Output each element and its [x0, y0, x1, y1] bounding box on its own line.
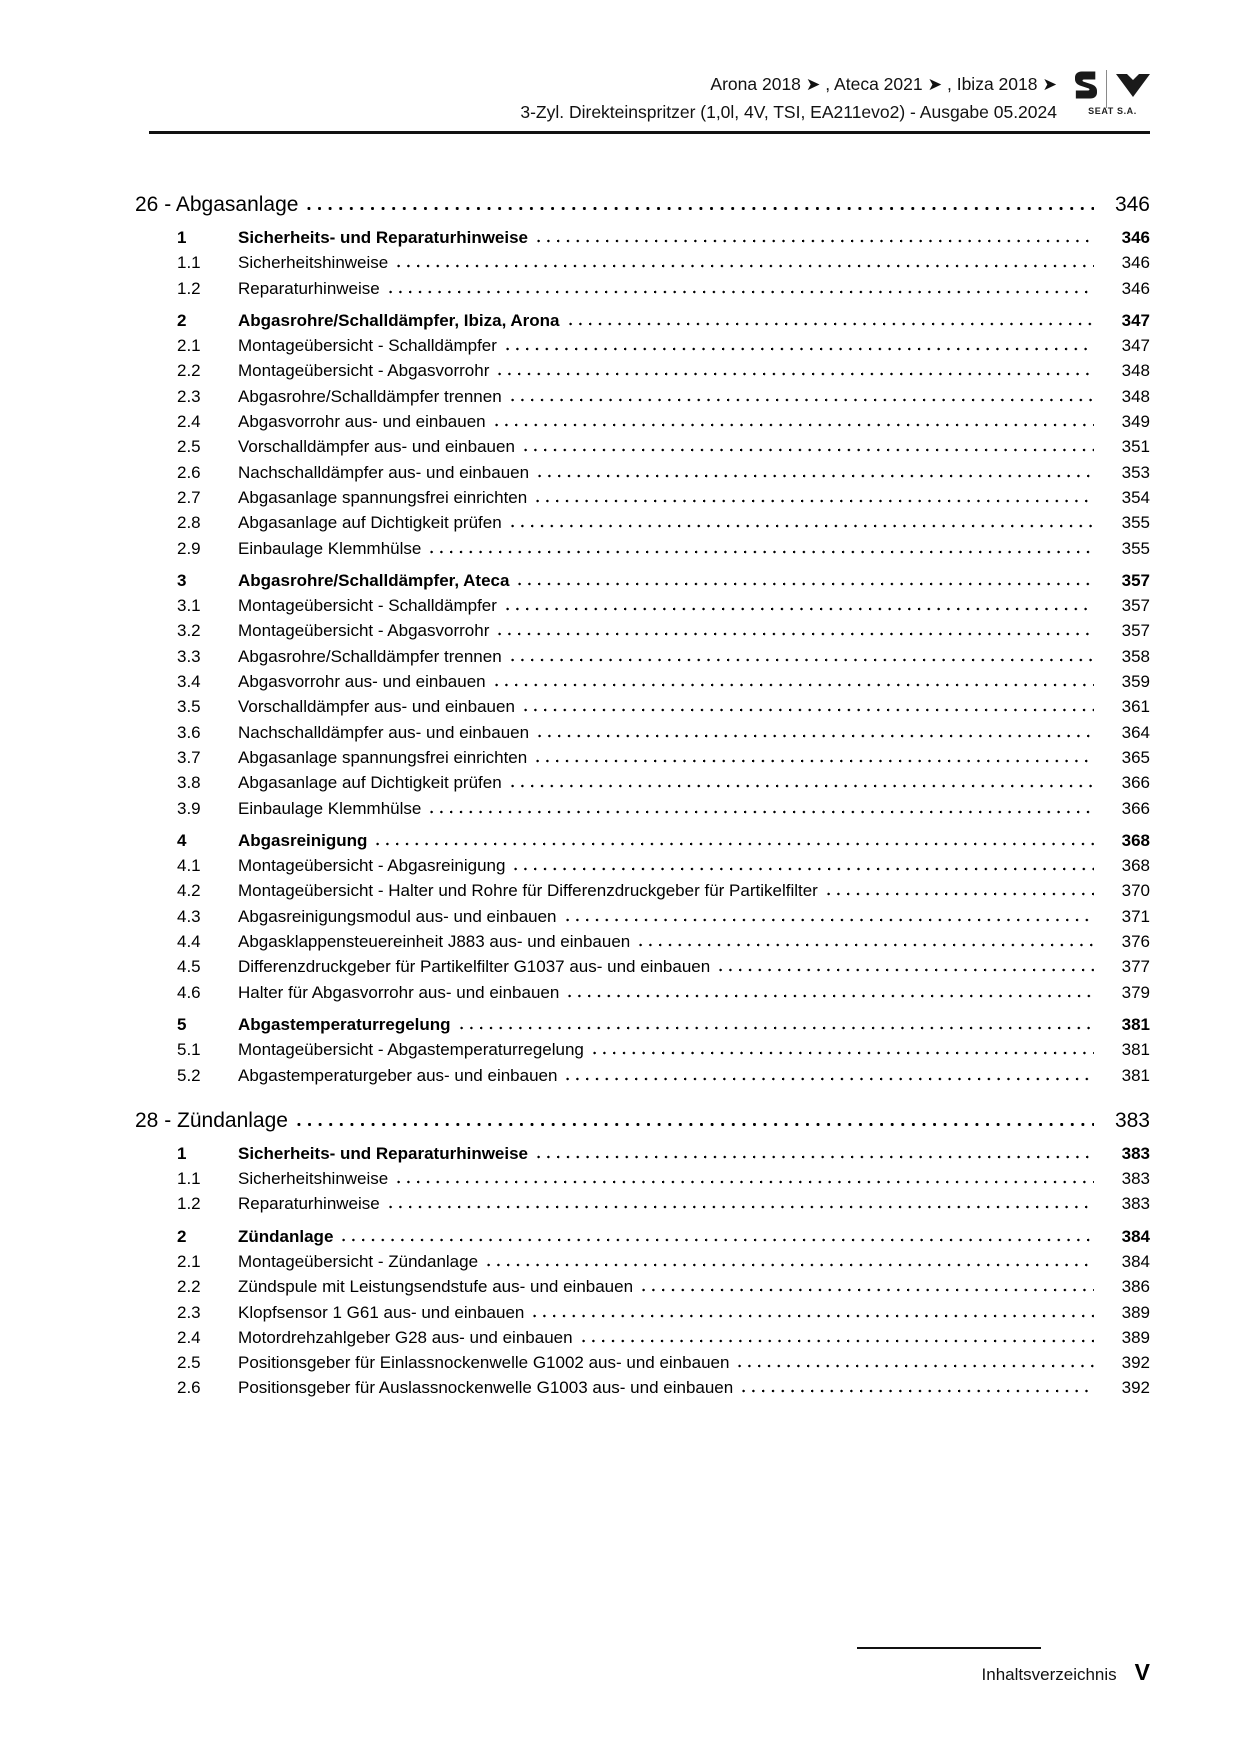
entry-page-number: 370 — [1121, 881, 1150, 901]
header-variant-line: 3-Zyl. Direkteinspritzer (1,0l, 4V, TSI, EA211evo2) - Ausgabe 05.2024 — [520, 102, 1057, 122]
entry-title: Abgasanlage auf Dichtigkeit prüfen — [238, 513, 502, 533]
dot-leader — [827, 892, 1094, 896]
chapter-page-number: 383 — [1114, 1108, 1150, 1132]
entry-title: Nachschalldämpfer aus- und einbauen — [238, 462, 530, 482]
entry-number: 2 — [177, 310, 187, 330]
entry-title: Abgasrohre/Schalldämpfer, Ateca — [238, 570, 510, 590]
entry-title: Halter für Abgasvorrohr aus- und einbauen — [238, 982, 560, 1002]
entry-page-number: 366 — [1121, 798, 1150, 818]
entry-number: 3.5 — [177, 697, 201, 717]
entry-number: 2.4 — [177, 412, 201, 432]
toc-row — [135, 672, 1150, 697]
entry-title: Abgasvorrohr aus- und einbauen — [238, 672, 486, 692]
toc-row — [135, 488, 1150, 513]
entry-title: Montageübersicht - Zündanlage — [238, 1251, 479, 1271]
toc-row — [135, 1194, 1150, 1219]
entry-number: 2.5 — [177, 1353, 201, 1373]
dot-leader — [506, 607, 1094, 611]
footer-section-label: Inhaltsverzeichnis — [981, 1665, 1117, 1684]
entry-page-number: 392 — [1121, 1378, 1150, 1398]
toc-row — [135, 1353, 1150, 1378]
dot-leader — [537, 1155, 1094, 1159]
entry-number: 2.2 — [177, 361, 201, 381]
entry-number: 4.3 — [177, 906, 201, 926]
entry-number: 1.2 — [177, 278, 201, 298]
dot-leader — [498, 632, 1094, 636]
entry-number: 5.2 — [177, 1065, 201, 1085]
entry-title: Sicherheitshinweise — [238, 1169, 389, 1189]
toc-row — [135, 1040, 1150, 1065]
entry-number: 5.1 — [177, 1040, 201, 1060]
entry-title: Montageübersicht - Abgasvorrohr — [238, 361, 490, 381]
dot-leader — [518, 582, 1094, 586]
dot-leader — [487, 1263, 1094, 1267]
toc-row — [135, 253, 1150, 278]
toc-row — [135, 571, 1150, 596]
dot-leader — [719, 968, 1094, 972]
entry-number: 4.6 — [177, 982, 201, 1002]
entry-number: 1 — [177, 228, 187, 247]
entry-title: Abgasanlage auf Dichtigkeit prüfen — [238, 773, 502, 793]
entry-number: 3.7 — [177, 747, 201, 767]
dot-leader — [495, 683, 1094, 687]
entry-page-number: 377 — [1121, 957, 1150, 977]
toc-row — [135, 387, 1150, 412]
entry-page-number: 376 — [1121, 932, 1150, 952]
toc-row — [135, 957, 1150, 982]
entry-title: Einbaulage Klemmhülse — [238, 538, 422, 558]
brand-divider — [1106, 70, 1107, 108]
dot-leader — [397, 264, 1094, 268]
entry-page-number: 384 — [1121, 1226, 1150, 1246]
entry-page-number: 348 — [1121, 361, 1150, 381]
header-rule — [149, 131, 1150, 134]
dot-leader — [538, 474, 1094, 478]
entry-number: 2.7 — [177, 487, 201, 507]
dot-leader — [297, 1122, 1094, 1127]
entry-title: Sicherheits- und Reparaturhinweise — [238, 1143, 529, 1163]
dot-leader — [639, 943, 1094, 947]
entry-title: Montageübersicht - Schalldämpfer — [238, 336, 497, 356]
dot-leader — [397, 1180, 1094, 1184]
header-models-line: Arona 2018 ➤ , Ateca 2021 ➤ , Ibiza 2018 ➤ — [710, 74, 1057, 94]
entry-title: Positionsgeber für Einlassnockenwelle G1002 aus- und einbauen — [238, 1353, 730, 1373]
toc-chapter — [135, 1108, 1150, 1404]
entry-title: Abgasrohre/Schalldämpfer trennen — [238, 386, 502, 406]
toc-row — [135, 723, 1150, 748]
entry-number: 2.5 — [177, 437, 201, 457]
entry-page-number: 384 — [1121, 1251, 1150, 1271]
entry-number: 3 — [177, 570, 187, 590]
entry-number: 3.2 — [177, 621, 201, 641]
entry-title: Montageübersicht - Schalldämpfer — [238, 596, 497, 616]
entry-title: Montageübersicht - Abgasreinigung — [238, 856, 506, 876]
entry-title: Motordrehzahlgeber G28 aus- und einbauen — [238, 1327, 573, 1347]
chapter-heading-row — [135, 192, 1150, 218]
entry-number: 2 — [177, 1226, 187, 1246]
page-header — [520, 70, 1150, 126]
entry-number: 3.9 — [177, 798, 201, 818]
dot-leader — [430, 810, 1094, 814]
toc-row — [135, 856, 1150, 881]
entry-title: Montageübersicht - Abgastemperaturregelung — [238, 1040, 584, 1060]
entry-title: Klopfsensor 1 G61 aus- und einbauen — [238, 1302, 525, 1322]
entry-title: Vorschalldämpfer aus- und einbauen — [238, 437, 515, 457]
entry-page-number: 357 — [1121, 621, 1150, 641]
entry-number: 2.4 — [177, 1327, 201, 1347]
entry-title: Sicherheitshinweise — [238, 253, 389, 273]
entry-title: Positionsgeber für Auslassnockenwelle G1003 aus- und einbauen — [238, 1378, 734, 1398]
entry-title: Abgasreinigungsmodul aus- und einbauen — [238, 906, 557, 926]
entry-page-number: 365 — [1121, 747, 1150, 767]
entry-number: 4.4 — [177, 932, 201, 952]
entry-page-number: 358 — [1121, 646, 1150, 666]
entry-title: Abgastemperaturregelung — [238, 1014, 451, 1034]
entry-page-number: 381 — [1121, 1065, 1150, 1085]
toc-row — [135, 463, 1150, 488]
toc-row — [135, 773, 1150, 798]
entry-number: 1.1 — [177, 253, 201, 273]
footer-page-number: V — [1134, 1659, 1150, 1685]
entry-page-number: 389 — [1121, 1327, 1150, 1347]
entry-number: 3.4 — [177, 672, 201, 692]
entry-title: Abgasanlage spannungsfrei einrichten — [238, 747, 528, 767]
dot-leader — [511, 524, 1094, 528]
entry-page-number: 346 — [1121, 278, 1150, 298]
dot-leader — [511, 658, 1094, 662]
chapter-title: 28 - Zündanlage — [135, 1108, 288, 1132]
chapter-heading-row — [135, 1108, 1150, 1134]
entry-number: 2.2 — [177, 1277, 201, 1297]
toc-row — [135, 1015, 1150, 1040]
toc-row — [135, 311, 1150, 336]
entry-page-number: 383 — [1121, 1169, 1150, 1189]
dot-leader — [511, 784, 1094, 788]
dot-leader — [307, 206, 1094, 211]
toc-row — [135, 647, 1150, 672]
toc-row — [135, 437, 1150, 462]
entry-page-number: 383 — [1121, 1143, 1150, 1163]
entry-page-number: 368 — [1121, 856, 1150, 876]
dot-leader — [582, 1339, 1094, 1343]
entry-page-number: 346 — [1121, 228, 1150, 247]
dot-leader — [342, 1238, 1094, 1242]
entry-number: 3.1 — [177, 596, 201, 616]
toc-row — [135, 748, 1150, 773]
brand-company-label: SEAT S.A. — [1088, 106, 1137, 116]
toc-row — [135, 697, 1150, 722]
entry-page-number: 366 — [1121, 773, 1150, 793]
entry-title: Vorschalldämpfer aus- und einbauen — [238, 697, 515, 717]
entry-title: Sicherheits- und Reparaturhinweise — [238, 228, 529, 247]
toc-row — [135, 539, 1150, 564]
toc-row — [135, 412, 1150, 437]
toc-row — [135, 1378, 1150, 1403]
dot-leader — [538, 734, 1094, 738]
toc-row — [135, 361, 1150, 386]
entry-number: 1.1 — [177, 1169, 201, 1189]
entry-page-number: 349 — [1121, 412, 1150, 432]
dot-leader — [742, 1389, 1094, 1393]
entry-title: Abgasrohre/Schalldämpfer trennen — [238, 646, 502, 666]
entry-number: 1 — [177, 1143, 187, 1163]
entry-title: Abgasklappensteuereinheit J883 aus- und einbauen — [238, 932, 631, 952]
cupra-logo-icon — [1116, 72, 1150, 103]
entry-title: Reparaturhinweise — [238, 1194, 380, 1214]
entry-number: 2.9 — [177, 538, 201, 558]
entry-page-number: 355 — [1121, 513, 1150, 533]
toc-row — [135, 983, 1150, 1008]
entry-number: 2.1 — [177, 1251, 201, 1271]
dot-leader — [593, 1051, 1094, 1055]
entry-title: Zündspule mit Leistungsendstufe aus- und einbauen — [238, 1277, 634, 1297]
entry-title: Abgastemperaturgeber aus- und einbauen — [238, 1065, 558, 1085]
entry-page-number: 348 — [1121, 386, 1150, 406]
dot-leader — [389, 290, 1094, 294]
entry-number: 2.6 — [177, 462, 201, 482]
entry-number: 2.3 — [177, 386, 201, 406]
entry-title: Einbaulage Klemmhülse — [238, 798, 422, 818]
entry-page-number: 392 — [1121, 1353, 1150, 1373]
entry-number: 1.2 — [177, 1194, 201, 1214]
header-text — [520, 70, 1057, 126]
dot-leader — [569, 322, 1094, 326]
entry-page-number: 389 — [1121, 1302, 1150, 1322]
toc-row — [135, 799, 1150, 824]
entry-number: 2.3 — [177, 1302, 201, 1322]
toc-row — [135, 1169, 1150, 1194]
chapter-title: 26 - Abgasanlage — [135, 193, 299, 216]
seat-logo-icon — [1075, 71, 1097, 104]
entry-page-number: 357 — [1121, 596, 1150, 616]
dot-leader — [376, 842, 1094, 846]
entry-number: 3.6 — [177, 722, 201, 742]
dot-leader — [642, 1288, 1094, 1292]
entry-page-number: 361 — [1121, 697, 1150, 717]
dot-leader — [566, 918, 1094, 922]
toc-row — [135, 831, 1150, 856]
dot-leader — [524, 448, 1094, 452]
entry-page-number: 354 — [1121, 487, 1150, 507]
entry-title: Differenzdruckgeber für Partikelfilter G1037 aus- und einbauen — [238, 957, 711, 977]
dot-leader — [537, 239, 1094, 243]
dot-leader — [430, 550, 1094, 554]
toc-row — [135, 513, 1150, 538]
entry-number: 4.2 — [177, 881, 201, 901]
entry-number: 2.1 — [177, 336, 201, 356]
entry-page-number: 353 — [1121, 462, 1150, 482]
brand-block — [1075, 72, 1150, 116]
entry-page-number: 364 — [1121, 722, 1150, 742]
entry-number: 4.5 — [177, 957, 201, 977]
entry-page-number: 368 — [1121, 830, 1150, 850]
entry-title: Abgasanlage spannungsfrei einrichten — [238, 487, 528, 507]
dot-leader — [536, 499, 1094, 503]
toc-row — [135, 1328, 1150, 1353]
chapter-page-number: 346 — [1114, 193, 1150, 216]
dot-leader — [460, 1026, 1094, 1030]
entry-page-number: 359 — [1121, 672, 1150, 692]
dot-leader — [566, 1077, 1094, 1081]
entry-title: Montageübersicht - Abgasvorrohr — [238, 621, 490, 641]
toc-row — [135, 621, 1150, 646]
entry-page-number: 347 — [1121, 336, 1150, 356]
entry-number: 3.3 — [177, 646, 201, 666]
toc-row — [135, 1066, 1150, 1091]
entry-title: Reparaturhinweise — [238, 278, 380, 298]
toc-row — [135, 1303, 1150, 1328]
entry-page-number: 383 — [1121, 1194, 1150, 1214]
entry-title: Zündanlage — [238, 1226, 334, 1246]
toc-row — [135, 1227, 1150, 1252]
entry-number: 3.8 — [177, 773, 201, 793]
entry-title: Montageübersicht - Halter und Rohre für Differenzdruckgeber für Partikelfilter — [238, 881, 818, 901]
toc-chapter — [135, 192, 1150, 1091]
entry-title: Abgasreinigung — [238, 830, 368, 850]
toc-row — [135, 336, 1150, 361]
dot-leader — [738, 1364, 1094, 1368]
dot-leader — [498, 372, 1094, 376]
page-footer — [982, 1659, 1150, 1686]
entry-page-number: 351 — [1121, 437, 1150, 457]
toc-row — [135, 1252, 1150, 1277]
dot-leader — [536, 759, 1094, 763]
entry-title: Nachschalldämpfer aus- und einbauen — [238, 722, 530, 742]
brand-logos — [1075, 72, 1150, 102]
toc-row — [135, 907, 1150, 932]
dot-leader — [495, 423, 1094, 427]
entry-page-number: 357 — [1121, 570, 1150, 590]
entry-page-number: 381 — [1121, 1040, 1150, 1060]
toc-row — [135, 1277, 1150, 1302]
entry-number: 2.6 — [177, 1378, 201, 1398]
entry-page-number: 379 — [1121, 982, 1150, 1002]
entry-page-number: 355 — [1121, 538, 1150, 558]
toc-row — [135, 279, 1150, 304]
entry-number: 2.8 — [177, 513, 201, 533]
entry-page-number: 347 — [1121, 310, 1150, 330]
entry-title: Abgasrohre/Schalldämpfer, Ibiza, Arona — [238, 310, 560, 330]
toc-row — [135, 932, 1150, 957]
toc-row — [135, 228, 1150, 253]
toc-row — [135, 596, 1150, 621]
toc-row — [135, 1144, 1150, 1169]
entry-page-number: 371 — [1121, 906, 1150, 926]
entry-page-number: 346 — [1121, 253, 1150, 273]
dot-leader — [514, 867, 1094, 871]
dot-leader — [511, 398, 1094, 402]
toc-row — [135, 881, 1150, 906]
dot-leader — [533, 1314, 1094, 1318]
entry-number: 4.1 — [177, 856, 201, 876]
dot-leader — [389, 1205, 1094, 1209]
footer-rule — [857, 1647, 1041, 1649]
entry-page-number: 386 — [1121, 1277, 1150, 1297]
table-of-contents — [135, 192, 1150, 1404]
dot-leader — [568, 994, 1094, 998]
dot-leader — [506, 347, 1094, 351]
entry-page-number: 381 — [1121, 1014, 1150, 1034]
entry-number: 5 — [177, 1014, 187, 1034]
dot-leader — [524, 708, 1094, 712]
entry-title: Abgasvorrohr aus- und einbauen — [238, 412, 486, 432]
entry-number: 4 — [177, 830, 187, 850]
